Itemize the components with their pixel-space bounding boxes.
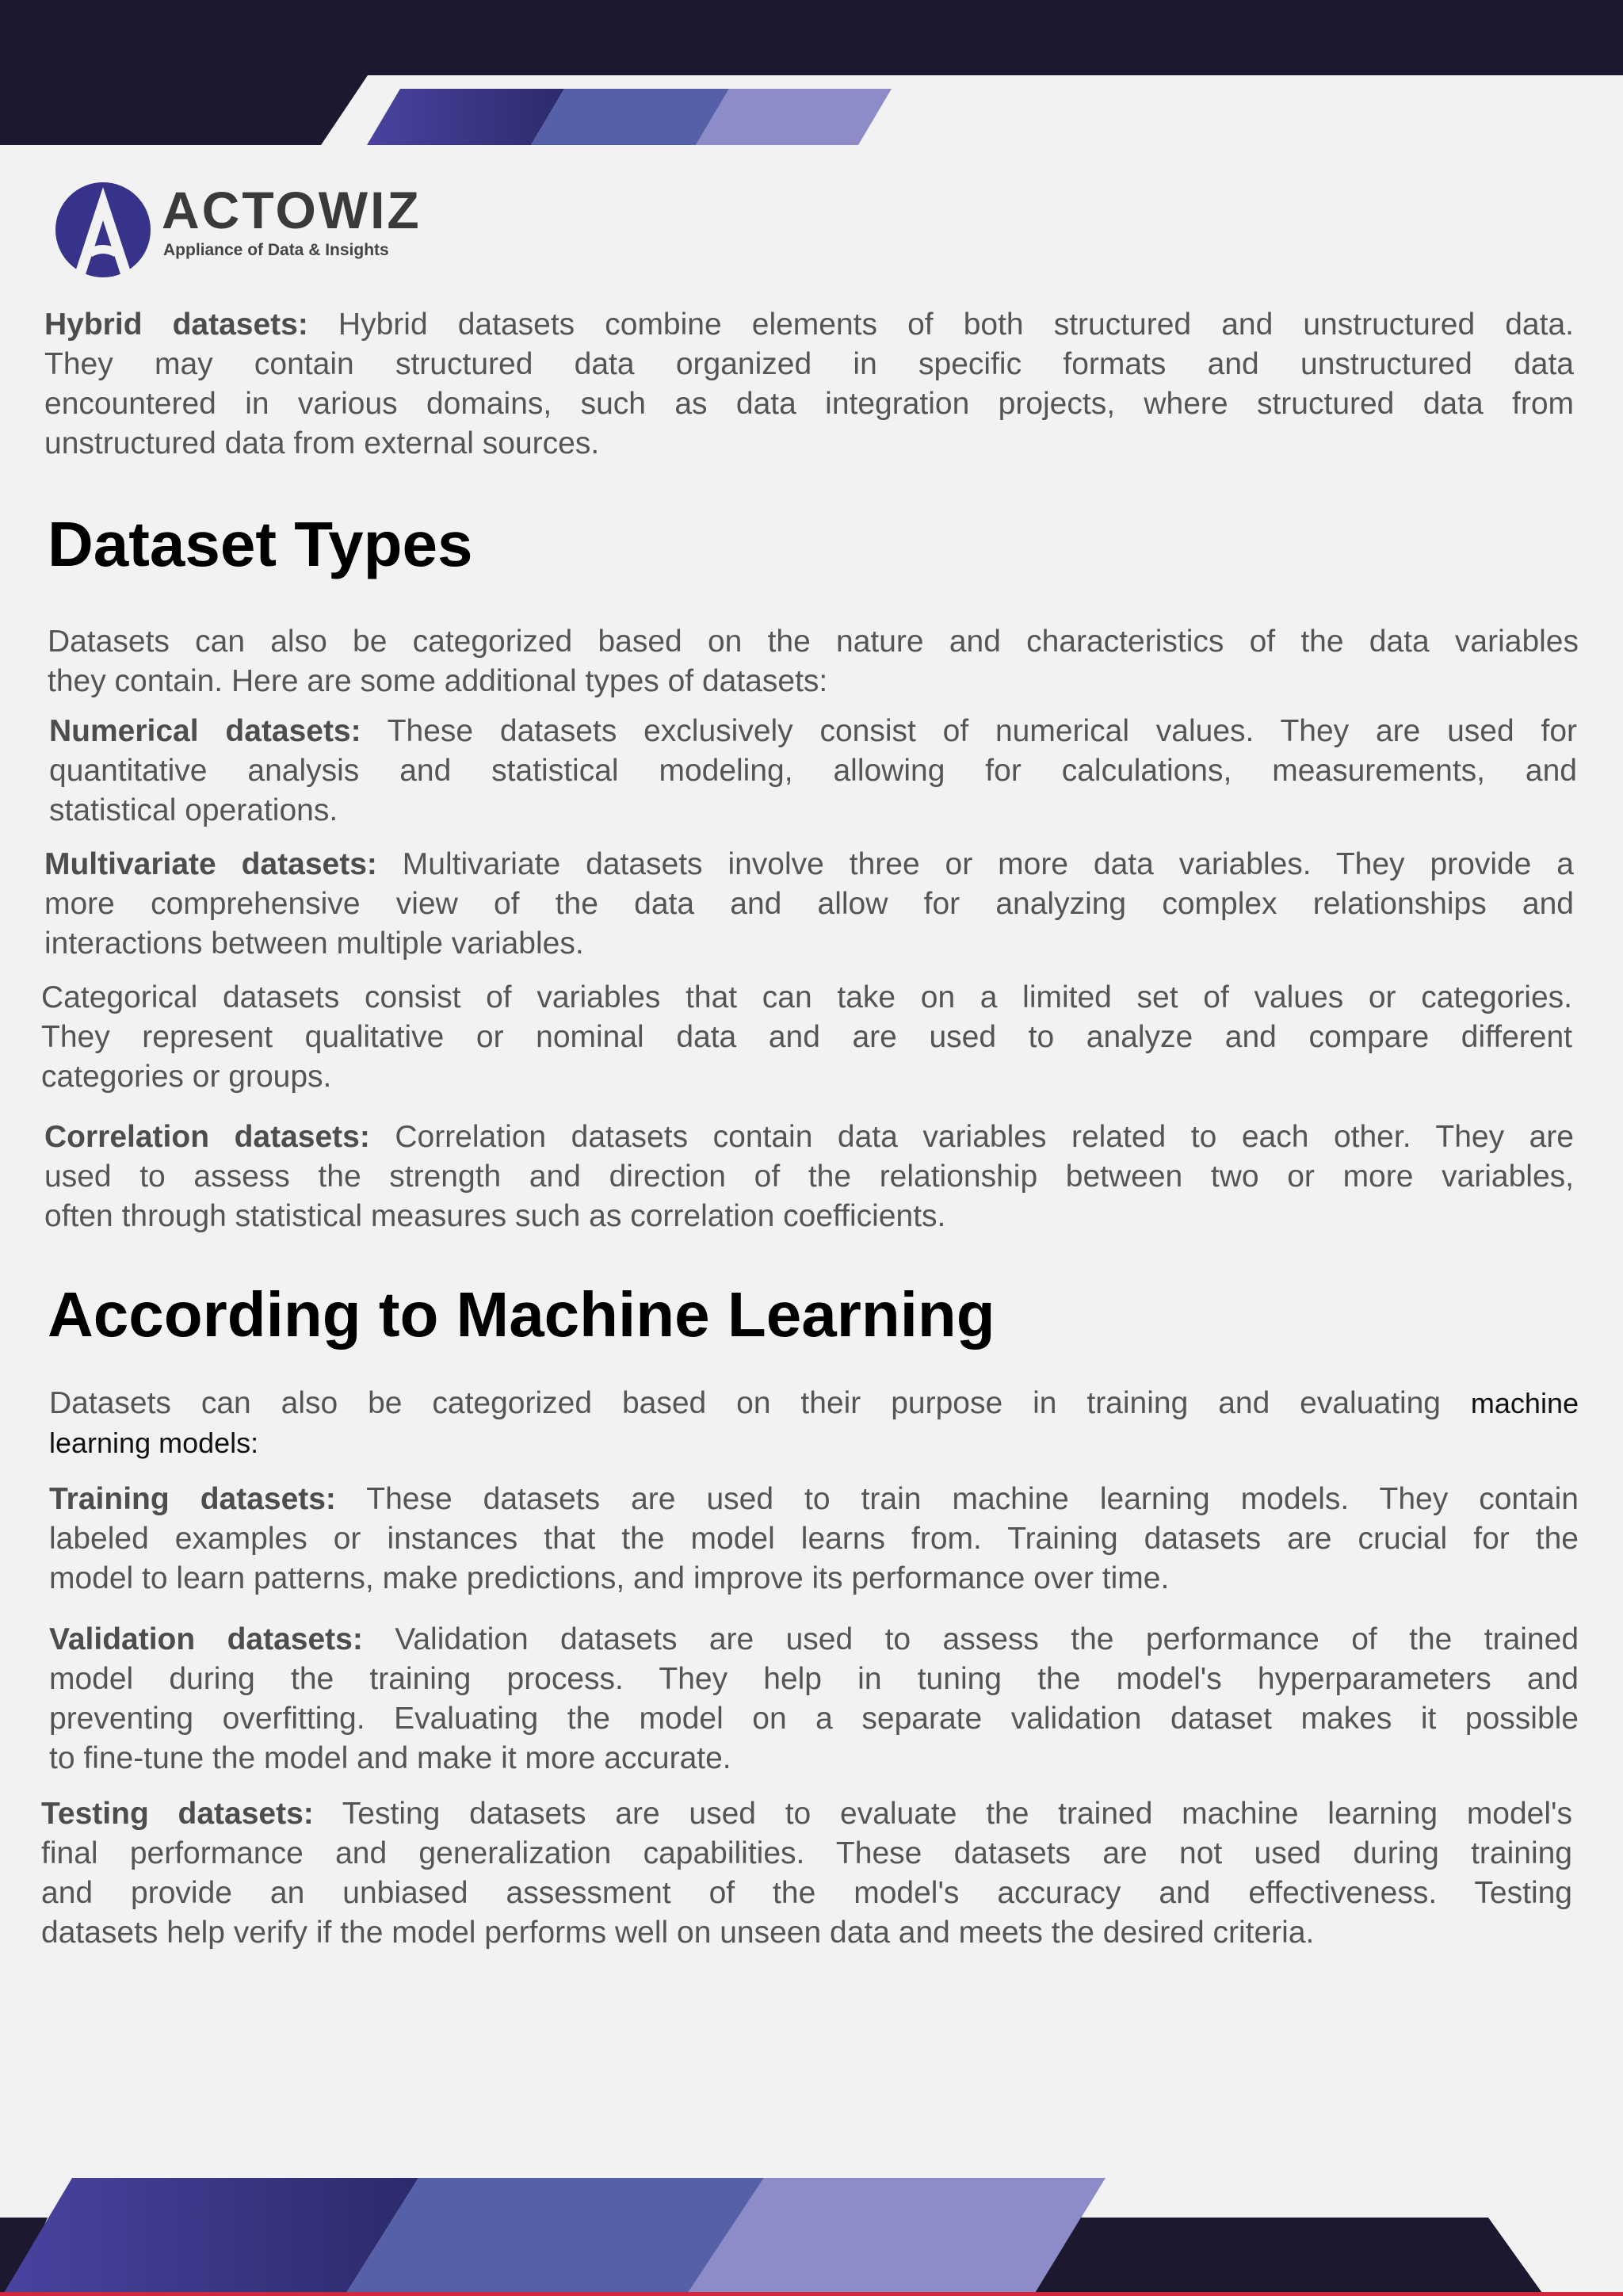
line-text: Datasets can also be categorized based on the nature and characteristics of the data variables [48,625,1579,659]
line-text: they contain. Here are some additional types of datasets: [48,664,828,698]
line-text: datasets help verify if the model performs well on unseen data and meets the desired criteria. [41,1916,1315,1950]
paragraph-line [49,712,1577,751]
line-text: Correlation datasets contain data variables related to each other. They are [369,1120,1574,1154]
paragraph-line [48,622,1579,662]
paragraph-line [44,384,1574,424]
footer-stripe-3 [688,2178,1106,2293]
term-label: Numerical datasets: [49,714,361,748]
line-text: used to assess the strength and direction of the relationship between two or more variables, [44,1159,1574,1194]
term-label: Hybrid datasets: [44,308,308,342]
validation-datasets-paragraph [49,1620,1579,1778]
line-text: Hybrid datasets combine elements of both structured and unstructured data. [307,308,1574,342]
logo-tagline: Appliance of Data & Insights [163,241,389,259]
paragraph-line [44,845,1574,884]
line-text: final performance and generalization capabilities. These datasets are not used during training [41,1836,1572,1870]
actowiz-logo [54,176,466,279]
term-label: Training datasets: [49,1482,336,1516]
paragraph-line [49,1559,1579,1599]
dataset-types-intro [48,622,1579,701]
paragraph-line [48,662,1579,701]
intro-ml-dark-text: machine [1470,1387,1579,1419]
paragraph-line [44,1157,1574,1197]
line-text: and provide an unbiased assessment of the model's accuracy and effectiveness. Testing [41,1876,1572,1910]
line-text: model during the training process. They help in tuning the model's hyperparameters and [49,1662,1579,1696]
line-text: These datasets exclusively consist of numerical values. They are used for [361,714,1577,748]
footer-dark-band [1035,2218,1542,2293]
paragraph-line [41,1834,1572,1874]
paragraph-line [44,305,1574,345]
paragraph-line [41,1913,1572,1953]
line-text: Multivariate datasets involve three or more data variables. They provide a [376,847,1574,881]
term-label: Validation datasets: [49,1622,363,1656]
categorical-datasets-paragraph [41,978,1572,1097]
line-text: Testing datasets are used to evaluate the trained machine learning model's [313,1797,1572,1831]
logo-name: ACTOWIZ [162,181,422,239]
line-text: categories or groups. [41,1060,332,1094]
line-text: statistical operations. [49,793,338,827]
numerical-datasets-paragraph [49,712,1577,831]
paragraph-line [41,1874,1572,1913]
term-label: Correlation datasets: [44,1120,370,1154]
footer-accent-line [0,2292,1623,2296]
paragraph-line [44,924,1574,964]
term-label: Multivariate datasets: [44,847,377,881]
paragraph-line [49,1739,1579,1778]
term-label: Testing datasets: [41,1797,314,1831]
line-text: to fine-tune the model and make it more accurate. [49,1741,731,1775]
paragraph-line [44,345,1574,384]
correlation-datasets-paragraph [44,1117,1574,1236]
paragraph-line [49,1620,1579,1660]
heading-machine-learning: According to Machine Learning [48,1279,995,1350]
line-text: preventing overfitting. Evaluating the model on a separate validation dataset makes it possible [49,1702,1579,1736]
header-stripe-3 [696,89,892,145]
intro-ml-text: Datasets can also be categorized based on their purpose in training and evaluating [49,1386,1441,1420]
paragraph-line [41,1018,1572,1057]
paragraph-line [44,1117,1574,1157]
paragraph-line [41,1794,1572,1834]
paragraph-line [44,424,1574,464]
training-datasets-paragraph [49,1480,1579,1599]
line-text: Categorical datasets consist of variables that can take on a limited set of values or categories. [41,980,1572,1014]
paragraph-line [49,791,1577,831]
line-text: They may contain structured data organized in specific formats and unstructured data [44,347,1574,381]
paragraph-line [49,751,1577,791]
hybrid-datasets-paragraph [44,305,1574,464]
paragraph-line [49,1519,1579,1559]
line-text: labeled examples or instances that the model learns from. Training datasets are crucial for the [49,1522,1579,1556]
header-stripe-1 [367,89,564,145]
line-text: model to learn patterns, make predictions, and improve its performance over time. [49,1561,1170,1595]
footer-stripe-1 [4,2178,418,2293]
line-text: often through statistical measures such as correlation coefficients. [44,1199,946,1233]
line-text: interactions between multiple variables. [44,926,584,961]
header-banner [0,0,1623,159]
paragraph-line [41,978,1572,1018]
line-text: quantitative analysis and statistical modeling, allowing for calculations, measurements, and [49,754,1577,788]
line-text: more comprehensive view of the data and allow for analyzing complex relationships and [44,887,1574,921]
line-text: They represent qualitative or nominal data and are used to analyze and compare different [41,1020,1572,1054]
intro-ml-dark-line: learning models: [49,1427,259,1459]
line-text: encountered in various domains, such as data integration projects, where structured data from [44,387,1574,421]
paragraph-line [49,1699,1579,1739]
header-stripe-2 [531,89,729,145]
paragraph-line [44,884,1574,924]
line-text: unstructured data from external sources. [44,426,600,460]
footer-stripe-2 [346,2178,764,2293]
line-text: These datasets are used to train machine learning models. They contain [335,1482,1579,1516]
machine-learning-intro [49,1384,1579,1463]
testing-datasets-paragraph [41,1794,1572,1953]
logo-a-icon [54,181,152,279]
intro-ml-line [49,1384,1579,1423]
multivariate-datasets-paragraph [44,845,1574,964]
paragraph-line [49,1660,1579,1699]
paragraph-line [41,1057,1572,1097]
paragraph-line [44,1197,1574,1236]
paragraph-line [49,1480,1579,1519]
line-text: Validation datasets are used to assess the performance of the trained [362,1622,1579,1656]
footer-dark-left [0,2218,48,2293]
heading-dataset-types: Dataset Types [48,509,473,579]
